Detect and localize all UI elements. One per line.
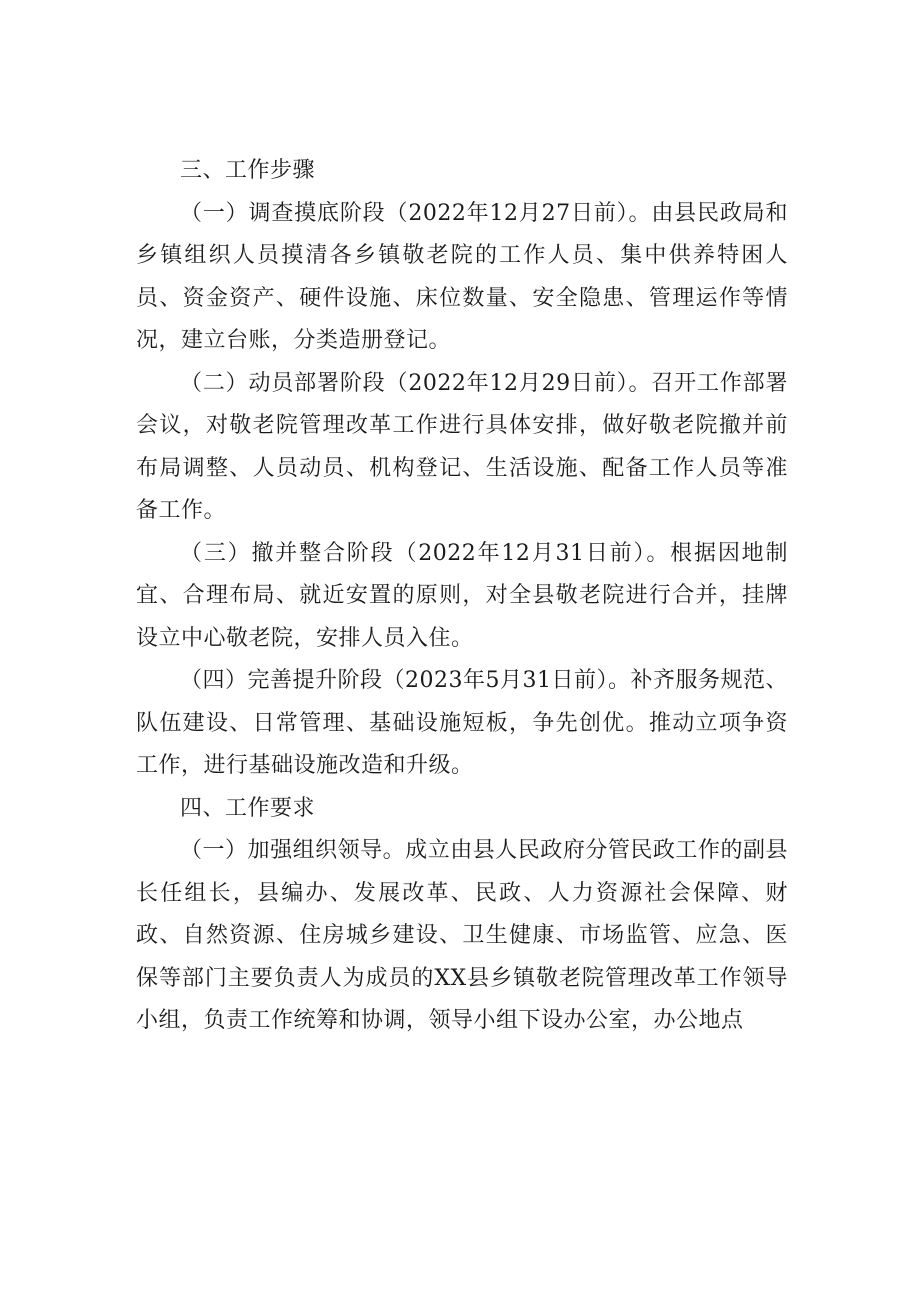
section-heading-steps: 三、工作步骤 [180,158,316,183]
section-heading-requirements: 四、工作要求 [180,795,316,821]
paragraph-improvement-stage: （四）完善提升阶段（2023年5月31日前）。补齐服务规范、队伍建设、日常管理、基础设施短板，争先创优。推动立项争资工作，进行基础设施改造和升级。 [136,668,788,778]
paragraph-organization-leadership: （一）加强组织领导。成立由县人民政府分管民政工作的副县长任组长，县编办、发展改革、民政、人力资源社会保障、财政、自然资源、住房城乡建设、卫生健康、市场监管、应急、医保等部门主要负责人为成员的XX县乡镇敬老院管理改革工作领导小组，负责工作统筹和协调，领导小组下设办公室，办公地点 [136,838,788,1033]
paragraph-survey-stage: （一）调查摸底阶段（2022年12月27日前）。由县民政局和乡镇组织人员摸清各乡镇敬老院的工作人员、集中供养特困人员、资金资产、硬件设施、床位数量、安全隐患、管理运作等情况，建立台账，分类造册登记。 [136,200,788,353]
document-body [136,150,788,1043]
paragraph-mobilization-stage: （二）动员部署阶段（2022年12月29日前）。召开工作部署会议，对敬老院管理改革工作进行具体安排，做好敬老院撤并前布局调整、人员动员、机构登记、生活设施、配备工作人员等准备工作。 [136,370,788,523]
paragraph-merger-stage: （三）撤并整合阶段（2022年12月31日前）。根据因地制宜、合理布局、就近安置的原则，对全县敬老院进行合并，挂牌设立中心敬老院，安排人员入住。 [136,540,788,651]
